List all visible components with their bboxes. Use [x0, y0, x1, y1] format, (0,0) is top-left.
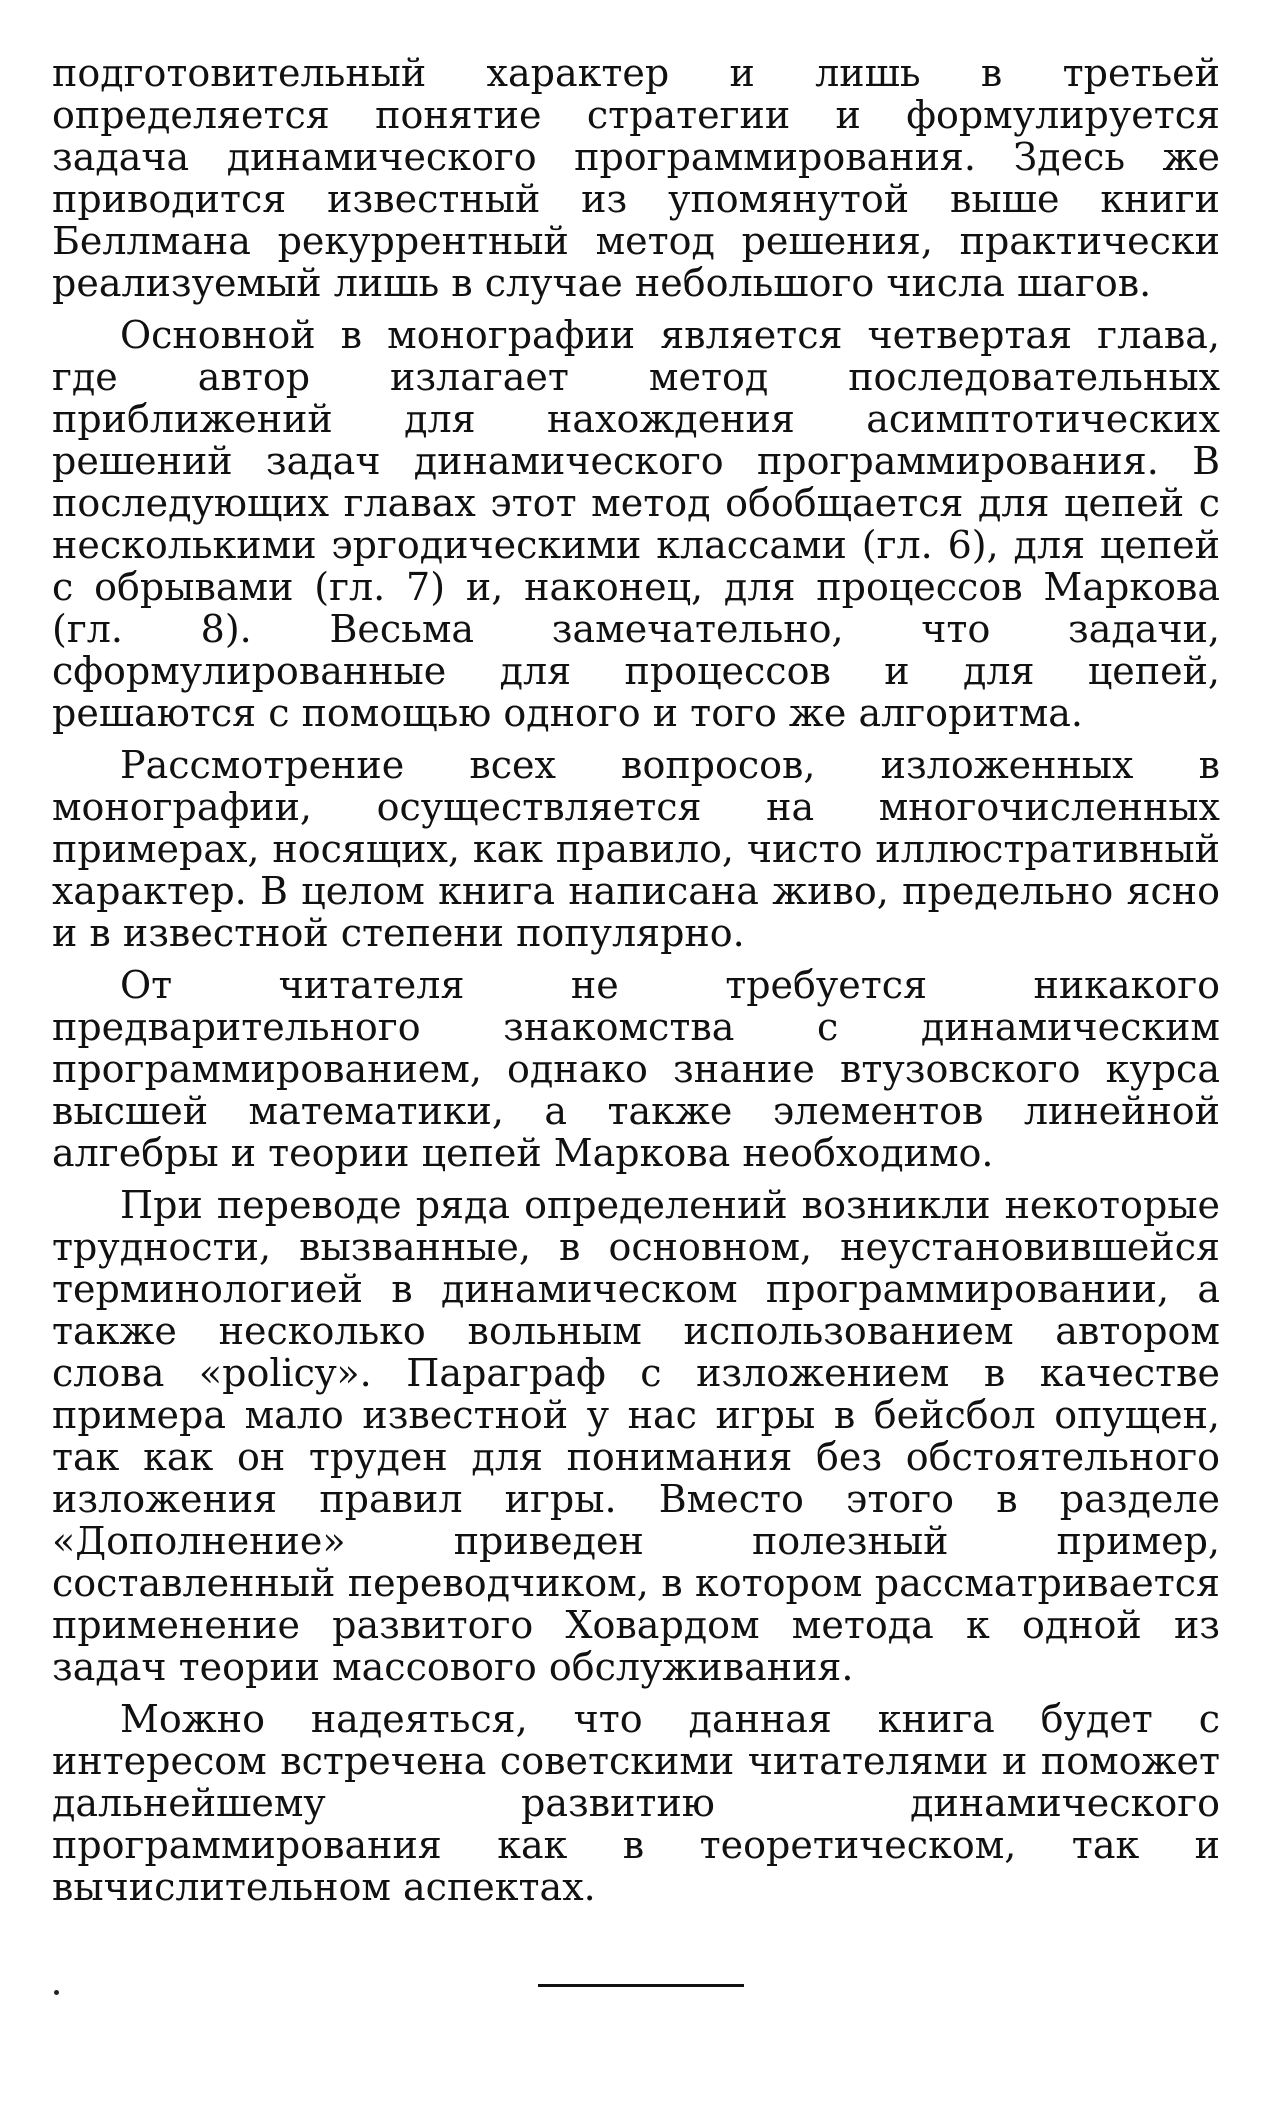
paragraph-main-chapter: Основной в монографии является четвертая глава, где автор излагает метод последовательных приближений для нахождения асимптотических решений задач динамического программирования. В последующих главах этот метод обобщается для цепей с несколькими эргодическими классами (гл. 6), для цепей с обрывами (гл. 7) и, наконец, для процессов Маркова (гл. 8). Весьма замечательно, что задачи, сформулированные для процессов и для цепей, решаются с помощью одного и того же алгоритма.: [52, 313, 1220, 735]
paragraph-prerequisites: От читателя не требуется никакого предварительного знакомства с динамическим программированием, однако знание втузовского курса высшей математики, а также элементов линейной алгебры и теории цепей Маркова необходимо.: [52, 963, 1220, 1175]
paragraph-conclusion: Можно надеяться, что данная книга будет с интересом встречена советскими читателями и поможет дальнейшему развитию динамического программирования как в теоретическом, так и вычислительном аспектах.: [52, 1697, 1220, 1909]
end-of-section-rule: [538, 1984, 744, 1987]
paragraph-translation-notes: При переводе ряда определений возникли некоторые трудности, вызванные, в основном, неустановившейся терминологией в динамическом программировании, а также несколько вольным использованием автором слова «policy». Параграф с изложением в качестве примера мало известной у нас игры в бейсбол опущен, так как он труден для понимания без обстоятельного изложения правил игры. Вместо этого в разделе «Дополнение» приведен полезный пример, составленный переводчиком, в котором рассматривается применение развитого Ховардом метода к одной из задач теории массового обслуживания.: [52, 1183, 1220, 1689]
print-speck: [54, 1990, 59, 1995]
body-text: [52, 52, 1220, 1918]
paragraph-examples: Рассмотрение всех вопросов, изложенных в монографии, осуществляется на многочисленных примерах, носящих, как правило, чисто иллюстративный характер. В целом книга написана живо, предельно ясно и в известной степени популярно.: [52, 743, 1220, 955]
paragraph-continuation: подготовительный характер и лишь в третьей определяется понятие стратегии и формулируется задача динамического программирования. Здесь же приводится известный из упомянутой выше книги Беллмана рекуррентный метод решения, практически реализуемый лишь в случае небольшого числа шагов.: [52, 51, 1220, 305]
